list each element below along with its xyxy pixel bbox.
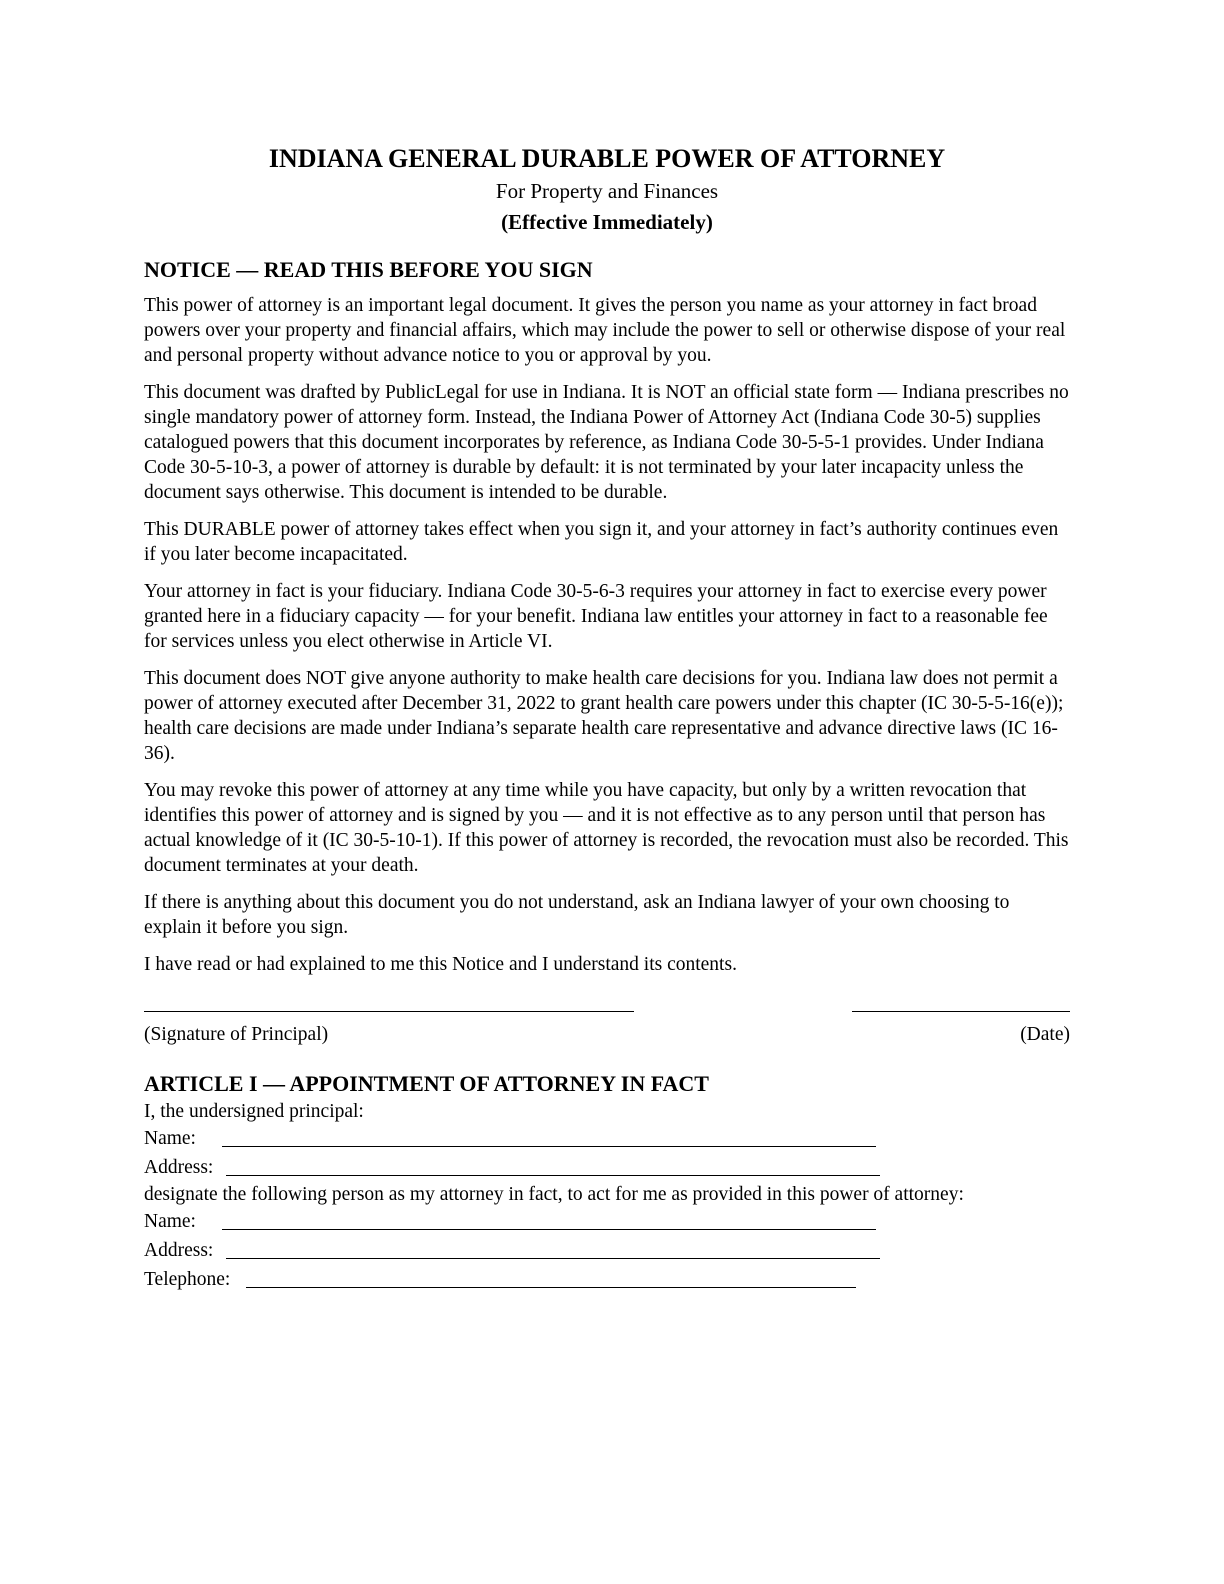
agent-name-line[interactable] [222,1229,876,1230]
notice-paragraph: I have read or had explained to me this Notice and I understand its contents. [144,954,737,975]
principal-signature-block [144,987,1070,1049]
notice-paragraph: This DURABLE power of attorney takes effect when you sign it, and your attorney in fact’s authority continues even if you later become incapacitated. [144,519,1059,565]
principal-signature-line[interactable] [144,1011,634,1012]
notice-paragraph: You may revoke this power of attorney at any time while you have capacity, but only by a written revocation that identifies this power of attorney and is signed by you — and it is not effective as to any person until that person has actual knowledge of it (IC 30-5-10-1). If this power of attorney is recorded, the revocation must also be recorded. This document terminates at your death. [144,780,1069,876]
principal-intro: I, the undersigned principal: [144,1101,364,1122]
agent-telephone-line[interactable] [246,1287,856,1288]
notice-paragraph: Your attorney in fact is your fiduciary. Indiana Code 30-5-6-3 requires your attorney in fact to exercise every power granted here in a fiduciary capacity — for your benefit. Indiana law entitles your attorney in fact to a reasonable fee for services unless you elect otherwise in Article VI. [144,581,1048,652]
principal-address-line[interactable] [226,1175,880,1176]
document-subtitle: For Property and Finances [495,179,719,203]
notice-paragraph: If there is anything about this document you do not understand, ask an Indiana lawyer of your own choosing to explain it before you sign. [144,892,1010,938]
signature-date-line[interactable] [852,1011,1070,1012]
notice-body [144,293,1070,977]
document-title: INDIANA GENERAL DURABLE POWER OF ATTORNEY [268,144,946,173]
designation-text: designate the following person as my attorney in fact, to act for me as provided in this power of attorney: [144,1184,964,1205]
effective-note: (Effective Immediately) [501,210,713,234]
notice-heading: NOTICE — READ THIS BEFORE YOU SIGN [144,257,593,282]
principal-name-field [144,1124,1070,1153]
document-page [144,142,1070,1294]
article-1-heading: ARTICLE I — APPOINTMENT OF ATTORNEY IN FACT [144,1071,709,1096]
agent-address-field [144,1236,1070,1265]
agent-name-label: Name: [144,1211,196,1232]
agent-address-line[interactable] [226,1258,880,1259]
notice-paragraph: This document does NOT give anyone authority to make health care decisions for you. Indiana law does not permit a power of attorney executed after December 31, 2022 to grant health care powers under this chapter (IC 30-5-5-16(e)); health care decisions are made under Indiana’s separate health care representative and advance directive laws (IC 16-36). [144,668,1064,764]
principal-name-label: Name: [144,1128,196,1149]
notice-paragraph: This power of attorney is an important legal document. It gives the person you name as your attorney in fact broad powers over your property and financial affairs, which may include the power to sell or otherwise dispose of your real and personal property without advance notice to you or approval by you. [144,295,1066,366]
agent-telephone-label: Telephone: [144,1269,231,1290]
date-label: (Date) [1020,1024,1070,1045]
agent-telephone-field [144,1265,1070,1294]
principal-name-line[interactable] [222,1146,876,1147]
signature-label: (Signature of Principal) [144,1024,329,1045]
agent-address-label: Address: [144,1240,214,1261]
notice-paragraph: This document was drafted by PublicLegal for use in Indiana. It is NOT an official state form — Indiana prescribes no single mandatory power of attorney form. Instead, the Indiana Power of Attorney Act (Indiana Code 30-5) supplies catalogued powers that this document incorporates by reference, as Indiana Code 30-5-5-1 provides. Under Indiana Code 30-5-10-3, a power of attorney is durable by default: it is not terminated by your later incapacity unless the document says otherwise. This document is intended to be durable. [144,382,1069,503]
principal-address-field [144,1153,1070,1182]
principal-address-label: Address: [144,1157,214,1178]
agent-name-field [144,1207,1070,1236]
